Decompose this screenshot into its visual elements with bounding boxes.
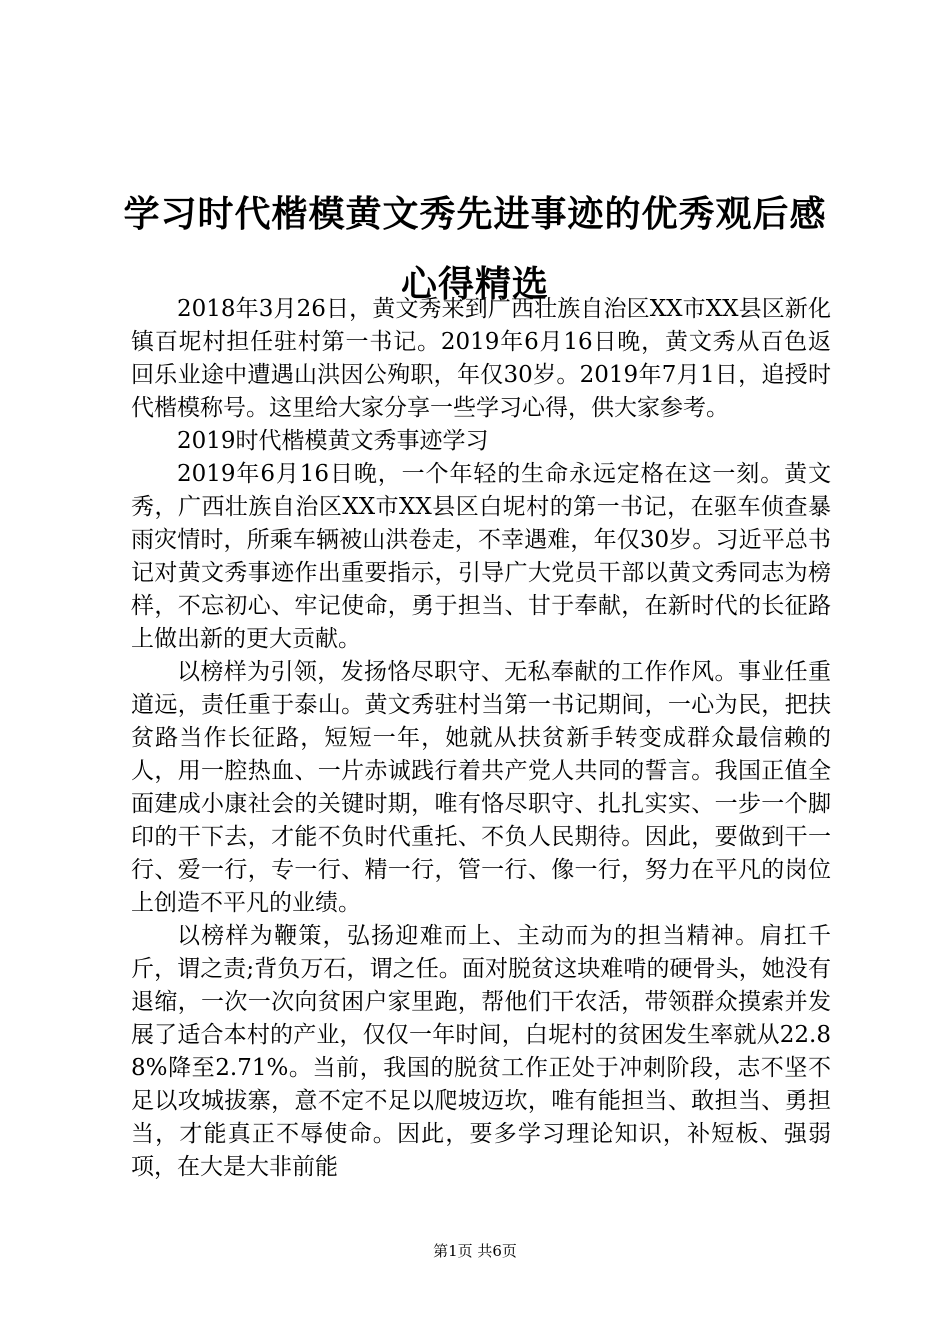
page-footer: 第1页 共6页 <box>433 1242 517 1260</box>
paragraph-role-model-spur: 以榜样为鞭策，弘扬迎难而上、主动而为的担当精神。肩扛千斤，谓之责;背负万石，谓之任。面对脱贫这块难啃的硬骨头，她没有退缩，一次一次向贫困户家里跑，帮他们干农活，带领群众摸索并发展了适合本村的产业，仅仅一年时间，白坭村的贫困发生率就从22.88%降至2.71%。当前，我国的脱贫工作正处于冲刺阶段，志不坚不足以攻城拔寨，意不定不足以爬坡迈坎，唯有能担当、敢担当、勇担当，才能真正不辱使命。因此，要多学习理论知识，补短板、强弱项，在大是大非前能 <box>131 923 831 1180</box>
document-body <box>131 293 831 1184</box>
document-title: 学习时代楷模黄文秀先进事迹的优秀观后感心得精选 <box>123 194 827 305</box>
paragraph-role-model-guidance: 以榜样为引领，发扬恪尽职守、无私奉献的工作作风。事业任重道远，责任重于泰山。黄文秀驻村当第一书记期间，一心为民，把扶贫路当作长征路，短短一年，她就从扶贫新手转变成群众最信赖的人，用一腔热血、一片赤诚践行着共产党人共同的誓言。我国正值全面建成小康社会的关键时期，唯有恪尽职守、扎扎实实、一步一个脚印的干下去，才能不负时代重托、不负人民期待。因此，要做到干一行、爱一行，专一行、精一行，管一行、像一行，努力在平凡的岗位上创造不平凡的业绩。 <box>131 659 831 916</box>
paragraph-intro: 2018年3月26日，黄文秀来到广西壮族自治区XX市XX县区新化镇百坭村担任驻村第一书记。2019年6月16日晚，黄文秀从百色返回乐业途中遭遇山洪因公殉职，年仅30岁。2019年7月1日，追授时代楷模称号。这里给大家分享一些学习心得，供大家参考。 <box>131 296 831 421</box>
paragraph-event: 2019年6月16日晚，一个年轻的生命永远定格在这一刻。黄文秀，广西壮族自治区XX市XX县区白坭村的第一书记，在驱车侦查暴雨灾情时，所乘车辆被山洪卷走，不幸遇难，年仅30岁。习近平总书记对黄文秀事迹作出重要指示，引导广大党员干部以黄文秀同志为榜样，不忘初心、牢记使命，勇于担当、甘于奉献，在新时代的长征路上做出新的更大贡献。 <box>131 461 831 652</box>
paragraph-subheading: 2019时代楷模黄文秀事迹学习 <box>177 428 489 454</box>
